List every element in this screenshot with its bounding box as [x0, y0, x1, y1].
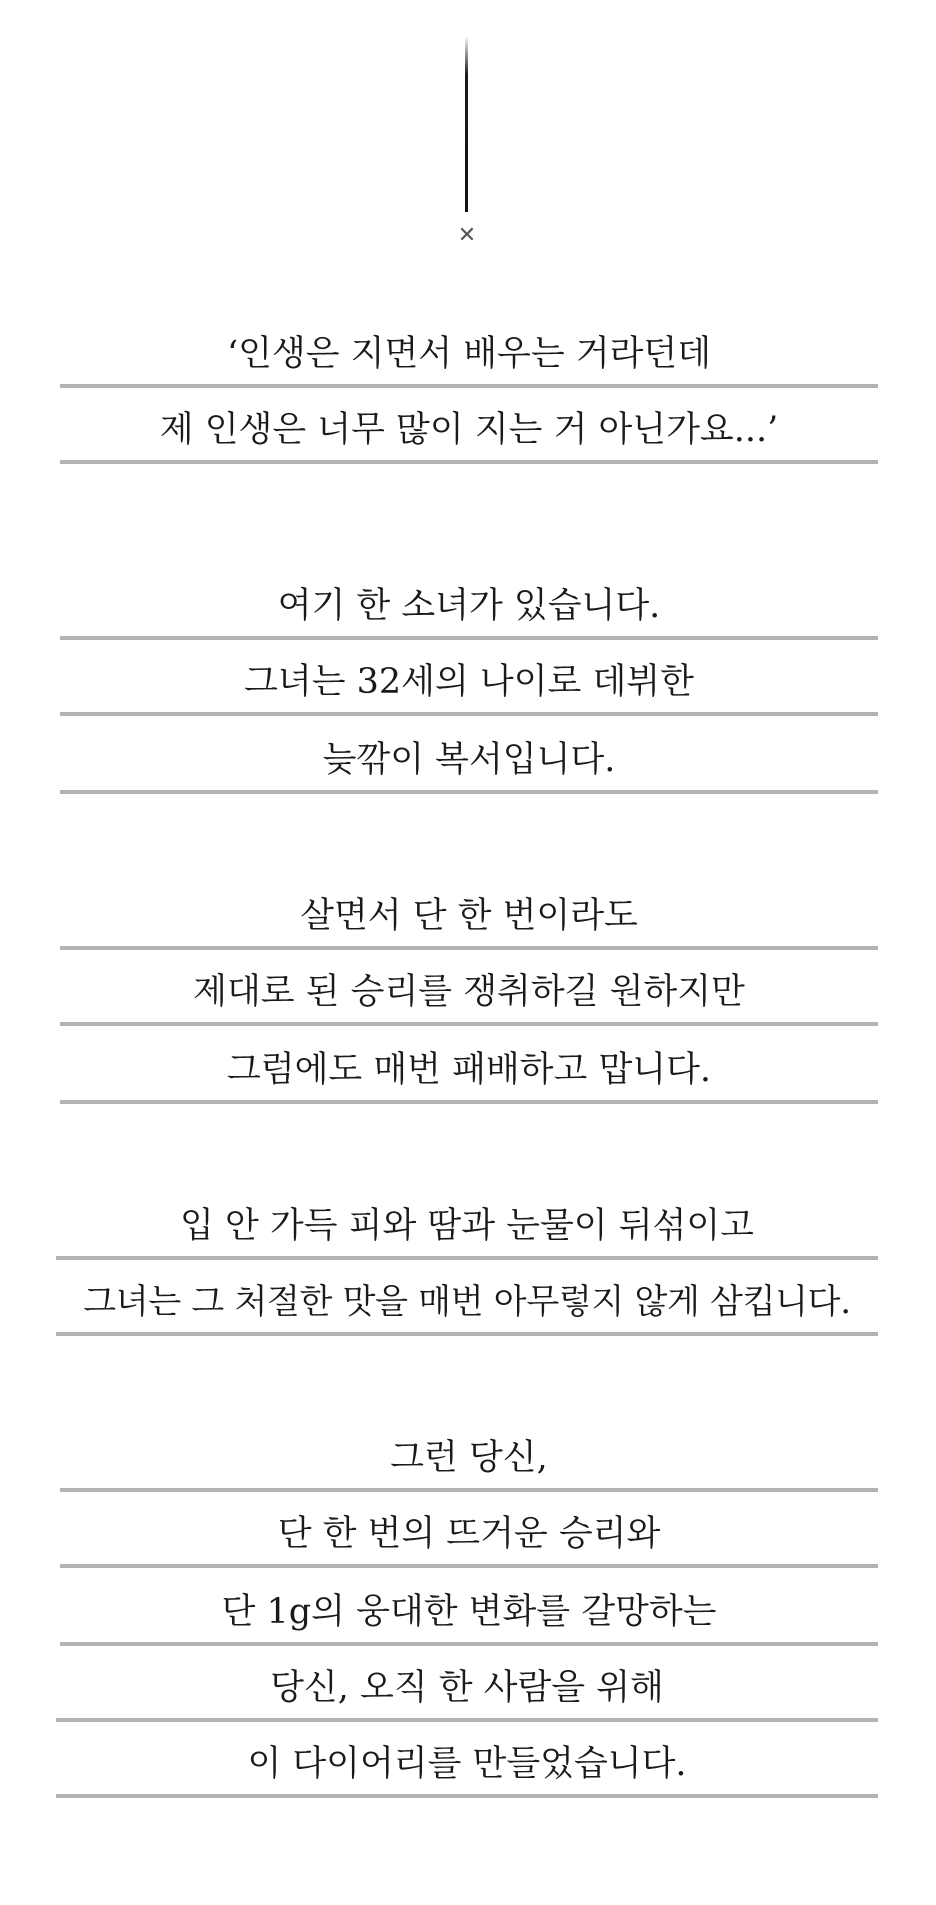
underline-rule — [60, 790, 878, 794]
stanza-2-line-1 — [60, 568, 878, 644]
line-text: 살면서 단 한 번이라도 — [300, 896, 638, 936]
line-text: 당신, 오직 한 사람을 위해 — [270, 1668, 664, 1708]
line-text: 단 1g의 웅대한 변화를 갈망하는 — [221, 1592, 717, 1632]
line-text: 늦깎이 복서입니다. — [322, 740, 616, 780]
underline-rule — [60, 460, 878, 464]
line-text: 여기 한 소녀가 있습니다. — [277, 586, 661, 626]
stanza-5-line-5 — [56, 1726, 878, 1802]
underline-rule — [60, 946, 878, 950]
stanza-3-line-1 — [60, 878, 878, 954]
stanza-5-line-1 — [60, 1420, 878, 1496]
underline-rule — [60, 1642, 878, 1646]
line-text: 단 한 번의 뜨거운 승리와 — [277, 1514, 661, 1554]
line-text: 이 다이어리를 만들었습니다. — [247, 1744, 687, 1784]
line-text: 제대로 된 승리를 쟁취하길 원하지만 — [193, 972, 745, 1012]
cross-icon: ✕ — [457, 223, 477, 248]
stanza-2-line-3 — [60, 722, 878, 798]
stanza-1-line-1 — [60, 316, 878, 392]
line-text: 제 인생은 너무 많이 지는 거 아닌가요...’ — [159, 410, 779, 450]
underline-rule — [60, 636, 878, 640]
stanza-1-line-2 — [60, 392, 878, 468]
stanza-5-line-3 — [60, 1574, 878, 1650]
underline-rule — [60, 1488, 878, 1492]
underline-rule — [56, 1256, 878, 1260]
line-text: 그녀는 그 처절한 맛을 매번 아무렇지 않게 삼킵니다. — [83, 1282, 851, 1322]
underline-rule — [56, 1718, 878, 1722]
line-text: ‘인생은 지면서 배우는 거라던데 — [226, 334, 712, 374]
stanza-4-line-1 — [56, 1188, 878, 1264]
underline-rule — [56, 1332, 878, 1336]
stanza-2-line-2 — [60, 644, 878, 720]
stanza-3-line-2 — [60, 954, 878, 1030]
underline-rule — [60, 1022, 878, 1026]
underline-rule — [60, 712, 878, 716]
underline-rule — [60, 1564, 878, 1568]
stanza-5-line-2 — [60, 1496, 878, 1572]
underline-rule — [60, 384, 878, 388]
line-text: 그런 당신, — [390, 1438, 548, 1478]
line-text: 입 안 가득 피와 땀과 눈물이 뒤섞이고 — [180, 1206, 754, 1246]
underline-rule — [56, 1794, 878, 1798]
stanza-5-line-4 — [56, 1650, 878, 1726]
line-text: 그녀는 32세의 나이로 데뷔한 — [244, 662, 694, 702]
top-ornament — [0, 0, 936, 260]
underline-rule — [60, 1100, 878, 1104]
line-text: 그럼에도 매번 패배하고 맙니다. — [226, 1050, 712, 1090]
stanza-3-line-3 — [60, 1032, 878, 1108]
vertical-line-decoration — [465, 36, 468, 212]
stanza-4-line-2 — [56, 1264, 878, 1340]
